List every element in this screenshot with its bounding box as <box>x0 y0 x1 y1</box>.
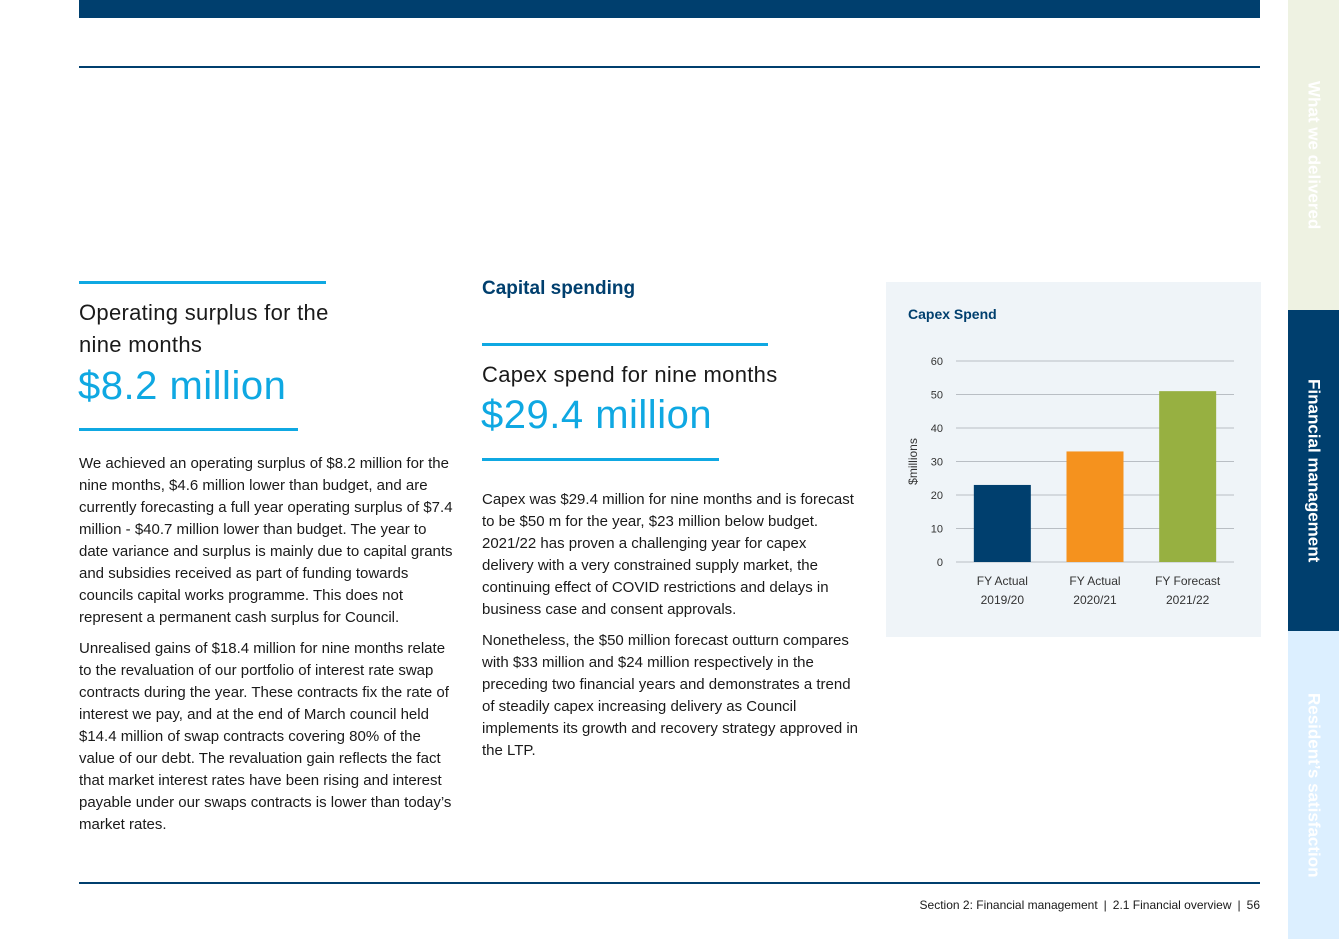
footer-subsection: 2.1 Financial overview <box>1112 898 1232 912</box>
side-tab-financial-management[interactable] <box>1288 310 1339 631</box>
accent-divider <box>79 428 298 431</box>
stat-label-line: nine months <box>79 332 203 357</box>
section-heading: Capital spending <box>482 278 636 299</box>
x-tick-label: 2019/20 <box>980 593 1025 607</box>
operating-surplus-label <box>79 297 329 361</box>
top-banner <box>79 0 1260 18</box>
side-tab-residents-satisfaction[interactable] <box>1288 631 1339 939</box>
paragraph: We achieved an operating surplus of $8.2 million for the nine months, $4.6 million lower than budget, and are currently forecasting a full year operating surplus of $7.4 million - $40.7 million lower than budget. The year to date variance and surplus is mainly due to capital grants and subsidies received as part of funding towards councils capital works programme. This does not represent a permanent cash surplus for Council. <box>79 455 453 626</box>
header-divider <box>79 66 1260 68</box>
accent-divider <box>79 281 326 284</box>
paragraph: Nonetheless, the $50 million forecast outturn compares with $33 million and $24 million respectively in the preceding two financial years and demonstrates a trend of steadily capex increasing delivery as Council implements its growth and recovery strategy approved in the LTP. <box>482 632 859 759</box>
x-tick-label: FY Actual <box>976 574 1028 588</box>
y-tick-label: 50 <box>930 389 943 402</box>
x-tick-label: FY Actual <box>1069 574 1121 588</box>
bar <box>974 485 1031 562</box>
footer-divider <box>79 882 1260 884</box>
capex-spend-value: $29.4 million <box>481 393 713 437</box>
y-tick-label: 20 <box>930 490 943 502</box>
footer-separator: | <box>1237 898 1241 912</box>
paragraph: Capex was $29.4 million for nine months and is forecast to be $50 m for the year, $23 million below budget. 2021/22 has proven a challenging year for capex delivery with a very constrained supply market, the continuing effect of COVID restrictions and delays in business case and consent approvals. <box>482 491 854 618</box>
y-tick-label: 0 <box>936 557 943 569</box>
operating-surplus-value: $8.2 million <box>78 364 287 408</box>
chart-title: Capex Spend <box>908 306 997 322</box>
bar <box>1159 391 1216 562</box>
capex-spend-label: Capex spend for nine months <box>482 362 778 387</box>
side-tab-what-we-delivered[interactable] <box>1288 0 1339 310</box>
stat-label-line: Operating surplus for the <box>79 300 329 325</box>
side-tab-label: What we delivered <box>1304 80 1324 230</box>
side-tab-label: Financial management <box>1304 378 1324 563</box>
capex-bar-chart <box>886 282 1261 637</box>
y-axis-label: $millions <box>906 438 920 485</box>
bar <box>1067 451 1124 562</box>
capex-body <box>482 489 860 771</box>
capex-chart-panel <box>886 282 1261 637</box>
footer-section: Section 2: Financial management <box>919 898 1098 912</box>
x-tick-label: 2020/21 <box>1073 593 1117 607</box>
y-tick-label: 30 <box>930 456 943 469</box>
x-tick-label: 2021/22 <box>1165 593 1210 607</box>
operating-surplus-body <box>79 453 457 845</box>
y-tick-label: 40 <box>930 423 943 435</box>
page-footer <box>920 898 1260 912</box>
accent-divider <box>482 458 719 461</box>
y-tick-label: 10 <box>930 523 943 536</box>
accent-divider <box>482 343 768 346</box>
x-tick-label: FY Forecast <box>1155 574 1221 588</box>
y-tick-label: 60 <box>930 356 943 368</box>
footer-separator: | <box>1103 898 1107 912</box>
page-number: 56 <box>1246 898 1260 912</box>
paragraph: Unrealised gains of $18.4 million for nine months relate to the revaluation of our portfolio of interest rate swap contracts during the year. These contracts fix the rate of interest we pay, and at the end of March council held $14.4 million of swap contracts covering 80% of the value of our debt. The revaluation gain reflects the fact that market interest rates have been rising and interest payable under our swaps contracts is lower than today’s market rates. <box>79 640 452 833</box>
side-tab-label: Resident’s satisfaction <box>1304 692 1324 878</box>
